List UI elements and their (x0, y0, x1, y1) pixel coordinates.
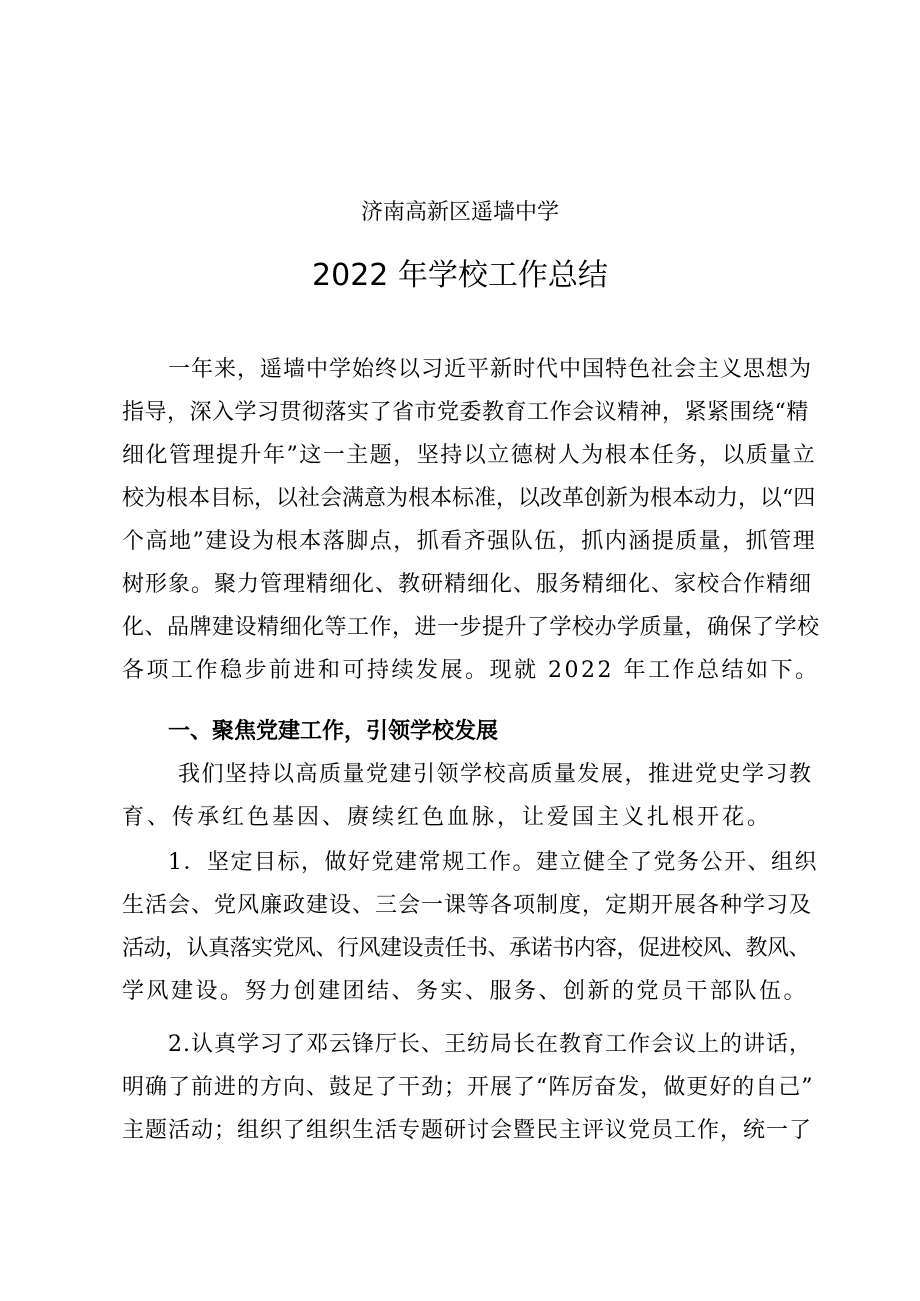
section-1-para-3-line-1: 2.认真学习了邓云锋厅长、王纺局长在教育工作会议上的讲话， (168, 1032, 812, 1057)
section-1-para-2-line-4: 学风建设。努力创建团结、务实、服务、创新的党员干部队伍。 (122, 979, 809, 1004)
section-1-para-2-line-1: 1．坚定目标，做好党建常规工作。建立健全了党务公开、组织 (168, 850, 818, 875)
document-title: 2022 年学校工作总结 (312, 258, 608, 293)
section-1-para-3-line-2: 明确了前进的方向、鼓足了干劲；开展了“阵厉奋发，做更好的自己” (122, 1075, 814, 1100)
intro-line-2: 指导，深入学习贯彻落实了省市党委教育工作会议精神，紧紧围绕“精 (122, 400, 809, 425)
section-1-para-3-line-3: 主题活动；组织了组织生活专题研讨会暨民主评议党员工作，统一了 (122, 1118, 813, 1143)
intro-line-4: 校为根本目标，以社会满意为根本标准，以改革创新为根本动力，以“四 (122, 486, 816, 511)
intro-line-3: 细化管理提升年”这一主题，坚持以立德树人为根本任务，以质量立 (122, 443, 817, 468)
school-name: 济南高新区遥墙中学 (360, 200, 559, 225)
section-1-para-1-line-2: 育、传承红色基因、赓续红色血脉，让爱国主义扎根开花。 (122, 805, 773, 830)
intro-line-5: 个高地”建设为根本落脚点，抓看齐强队伍，抓内涵提质量，抓管理 (122, 529, 817, 554)
section-1-para-2-line-3: 活动，认真落实党风、行风建设责任书、承诺书内容，促进校风、教风、 (122, 936, 811, 961)
section-1-para-1-line-1: 我们坚持以高质量党建引领学校高质量发展，推进党史学习教 (178, 762, 813, 787)
intro-line-8: 各项工作稳步前进和可持续发展。现就 2022 年工作总结如下。 (122, 658, 820, 683)
intro-line-1: 一年来，遥墙中学始终以习近平新时代中国特色社会主义思想为 (168, 357, 813, 382)
section-1-para-2-line-2: 生活会、党风廉政建设、三会一课等各项制度，定期开展各种学习及 (122, 893, 813, 918)
intro-line-7: 化、品牌建设精细化等工作，进一步提升了学校办学质量，确保了学校 (122, 615, 820, 640)
intro-line-6: 树形象。聚力管理精细化、教研精细化、服务精细化、家校合作精细 (122, 572, 813, 597)
section-heading-1: 一、聚焦党建工作，引领学校发展 (168, 719, 499, 744)
